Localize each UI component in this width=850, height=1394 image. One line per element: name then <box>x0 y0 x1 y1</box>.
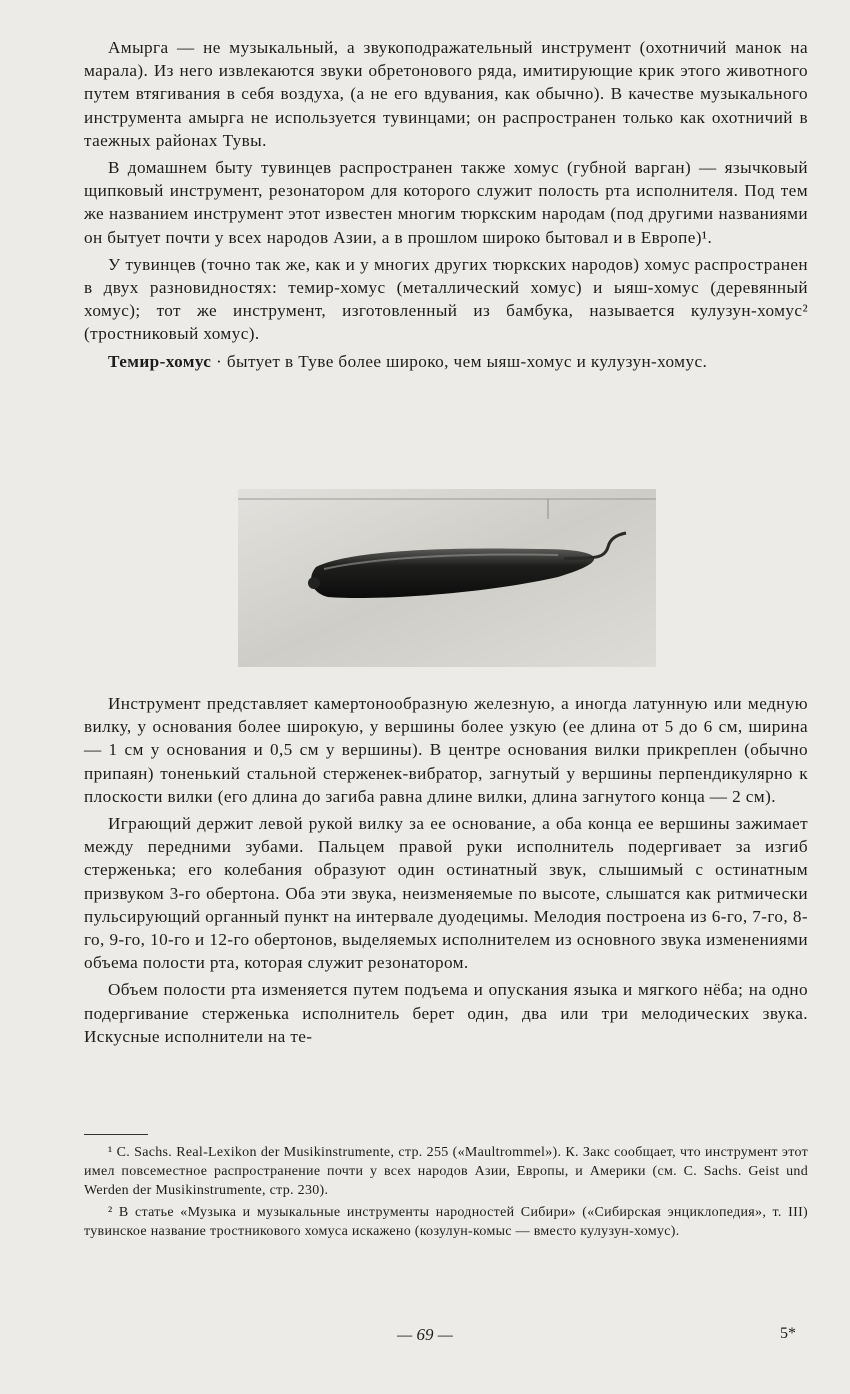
paragraph-playing: Играющий держит левой рукой вилку за ее основание, а оба конца ее вершины зажимает между передними зубами. Пальцем правой руки исполнитель подергивает за изгиб стерженька; его колебания образуют один остинатный звук, слышимый с остинатным призвуком 3-го обертона. Оба эти звука, неизменяемые по высоте, слышатся как ритмически пульсирующий органный пункт на интервале дуодецимы. Мелодия построена из 6-го, 7-го, 8-го, 9-го, 10-го и 12-го обертонов, выделяемых исполнителем из основного звука изменениями объема полости рта, которая служит резонатором. <box>84 814 808 973</box>
footnote-1: ¹ C. Sachs. Real-Lexikon der Musikinstrumente, стр. 255 («Maultrommel»). К. Закс сообщает, что инструмент этот имел повсеместное распространение почти у всех народов Азии, Европы, и Америки (см. C. Sachs. Geist und Werden der Musikinstrumente, стр. 230). <box>84 1145 808 1199</box>
khomus-photo <box>238 489 656 667</box>
text-block-top <box>84 36 808 373</box>
paragraph-varieties: У тувинцев (точно так же, как и у многих других тюркских народов) хомус распространен в двух разновидностях: темир-хомус (металлический хомус) и ыяш-хомус (деревянный хомус); тот же инструмент, изготовленный из бамбука, называется кулузун-хомус² (тростниковый хомус). <box>84 254 808 344</box>
paragraph-temir-khomus-text: · бытует в Туве более широко, чем ыяш-хомус и кулузун-хомус. <box>211 351 708 371</box>
term-temir-khomus: Темир-хомус <box>108 351 212 371</box>
paragraph-mouth-cavity: Объем полости рта изменяется путем подъема и опускания языка и мягкого нёба; на одно подергивание стерженька исполнитель берет один, два или три мелодических звука. Искусные исполнители на те- <box>84 980 808 1046</box>
footnotes <box>84 1143 808 1241</box>
paragraph-amyrga: Амырга — не музыкальный, а звукоподражательный инструмент (охотничий манок на марала). Из него извлекаются звуки обретонового ряда, имитирующие крик этого животного путем втягивания в себя воздуха, (а не его вдувания, как обычно). В качестве музыкального инструмента амырга не используется тувинцами; он распространен только как охотничий в таежных районах Тувы. <box>84 38 808 150</box>
paragraph-instrument: Инструмент представляет камертонообразную железную, а иногда латунную или медную вилку, у основания более широкую, у вершины более узкую (ее длина от 5 до 6 см, ширина — 1 см у основания и 0,5 см у вершины). В центре основания вилки прикреплен (обычно припаян) тоненький стальной стерженек-вибратор, загнутый у вершины перпендикулярно к плоскости вилки (его длина до загиба равна длине вилки, длина загнутого конца — 2 см). <box>84 694 808 806</box>
khomus-illustration <box>238 489 656 667</box>
paragraph-temir-khomus <box>84 350 808 373</box>
signature-mark: 5* <box>780 1325 796 1342</box>
footnote-rule <box>84 1134 148 1135</box>
paragraph-khomus: В домашнем быту тувинцев распространен также хомус (губной варган) — язычковый щипковый инструмент, резонатором для которого служит полость рта исполнителя. Под тем же названием инструмент этот известен многим тюркским народам (под другими названиями он бытует почти у всех народов Азии, а в прошлом широко бытовал и в Европе)¹. <box>84 158 808 247</box>
page-number: — 69 — <box>397 1325 453 1344</box>
text-block-bottom <box>84 692 808 1048</box>
footnote-2: ² В статье «Музыка и музыкальные инструменты народностей Сибири» («Сибирская энциклопедия», т. III) тувинское название тростникового хомуса искажено (козулун-комыс — вместо кулузун-хомус). <box>84 1204 808 1239</box>
